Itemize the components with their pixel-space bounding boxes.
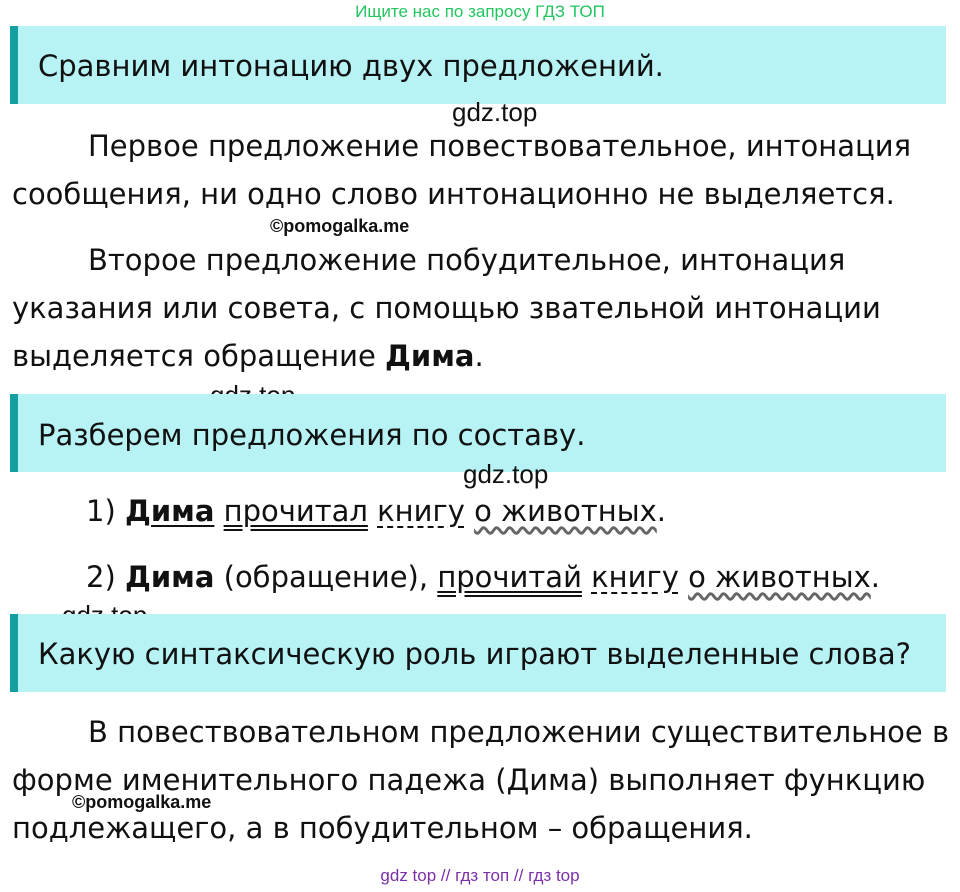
heading-band-3 bbox=[10, 614, 946, 692]
predicate-word: прочитал bbox=[223, 494, 368, 528]
paragraph-answer bbox=[12, 708, 956, 852]
paragraph-second-text: Второе предложение побудительное, интонация указания или совета, с помощью звательной интонации выделяется обращение bbox=[12, 243, 881, 373]
attribute-phrase: о животных bbox=[474, 494, 657, 528]
heading-syntactic-role: Какую синтаксическую роль играют выделенные слова? bbox=[38, 637, 912, 671]
heading-parse-sentences: Разберем предложения по составу. bbox=[38, 418, 586, 452]
heading-compare-intonation: Сравним интонацию двух предложений. bbox=[38, 49, 664, 83]
bottom-note: gdz top // гдз топ // гдз top bbox=[380, 866, 580, 885]
paragraph-first-sentence bbox=[12, 122, 948, 218]
object-word: книгу bbox=[377, 494, 465, 528]
object-word: книгу bbox=[591, 560, 679, 594]
top-note: Ищите нас по запросу ГДЗ ТОП bbox=[355, 2, 605, 21]
heading-band-1 bbox=[10, 26, 946, 104]
sentence-number: 1) bbox=[86, 494, 116, 528]
highlighted-word: Дима bbox=[385, 339, 475, 373]
subject-word: Дима bbox=[124, 494, 215, 528]
attribute-phrase: о животных bbox=[688, 560, 871, 594]
paragraph-second-sentence bbox=[12, 236, 912, 380]
watermark-pomogalka: ©pomogalka.me bbox=[72, 792, 212, 812]
sentence-end: . bbox=[656, 494, 666, 528]
sentence-1 bbox=[86, 494, 666, 528]
watermark-pomogalka: ©pomogalka.me bbox=[270, 216, 410, 236]
sentence-end: . bbox=[870, 560, 880, 594]
watermark-gdz: gdz.top bbox=[463, 459, 549, 489]
paragraph-first-text: Первое предложение повествовательное, интонация сообщения, ни одно слово интонационно не выделяется. bbox=[12, 129, 912, 211]
address-note: (обращение), bbox=[223, 560, 429, 594]
sentence-2 bbox=[86, 560, 880, 594]
sentence-number: 2) bbox=[86, 560, 116, 594]
paragraph-answer-text: В повествовательном предложении существительное в форме именительного падежа (Дима) выполняет функцию подлежащего, а в побудительном – обращения. bbox=[12, 715, 950, 845]
paragraph-second-end: . bbox=[474, 339, 484, 373]
predicate-word: прочитай bbox=[437, 560, 582, 594]
address-word: Дима bbox=[124, 560, 215, 594]
watermark-gdz: gdz.top bbox=[452, 97, 538, 127]
